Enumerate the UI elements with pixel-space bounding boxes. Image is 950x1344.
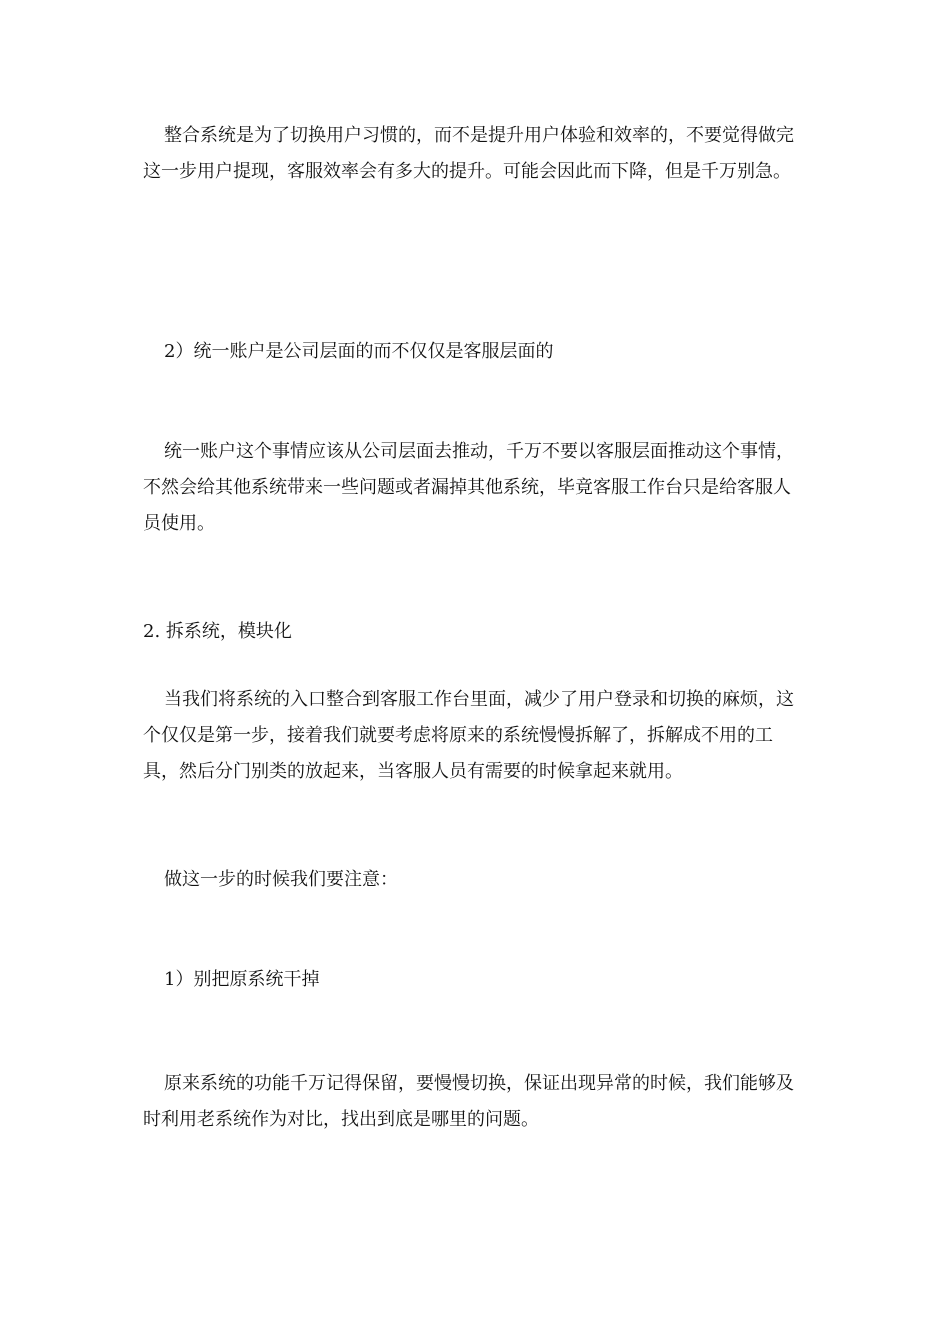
paragraph-system-integration-note: 整合系统是为了切换用户习惯的，而不是提升用户体验和效率的，不要觉得做完这一步用户提现，客服效率会有多大的提升。可能会因此而下降，但是千万别急。 bbox=[143, 125, 794, 182]
subheading-keep-old-system: 1）别把原系统干掉 bbox=[164, 969, 320, 990]
subheading-unified-account: 2）统一账户是公司层面的而不仅仅是客服层面的 bbox=[164, 341, 554, 362]
paragraph-unified-account: 统一账户这个事情应该从公司层面去推动，千万不要以客服层面推动这个事情，不然会给其他系统带来一些问题或者漏掉其他系统，毕竟客服工作台只是给客服人员使用。 bbox=[143, 441, 794, 534]
paragraph-keep-old-system: 原来系统的功能千万记得保留，要慢慢切换，保证出现异常的时候，我们能够及时利用老系统作为对比，找出到底是哪里的问题。 bbox=[143, 1073, 794, 1130]
paragraph-attention-note: 做这一步的时候我们要注意： bbox=[164, 869, 398, 890]
heading-split-system-modular: 2. 拆系统，模块化 bbox=[143, 621, 292, 642]
paragraph-split-system: 当我们将系统的入口整合到客服工作台里面，减少了用户登录和切换的麻烦，这个仅仅是第一步，接着我们就要考虑将原来的系统慢慢拆解了，拆解成不用的工具，然后分门别类的放起来，当客服人员有需要的时候拿起来就用。 bbox=[143, 689, 794, 782]
